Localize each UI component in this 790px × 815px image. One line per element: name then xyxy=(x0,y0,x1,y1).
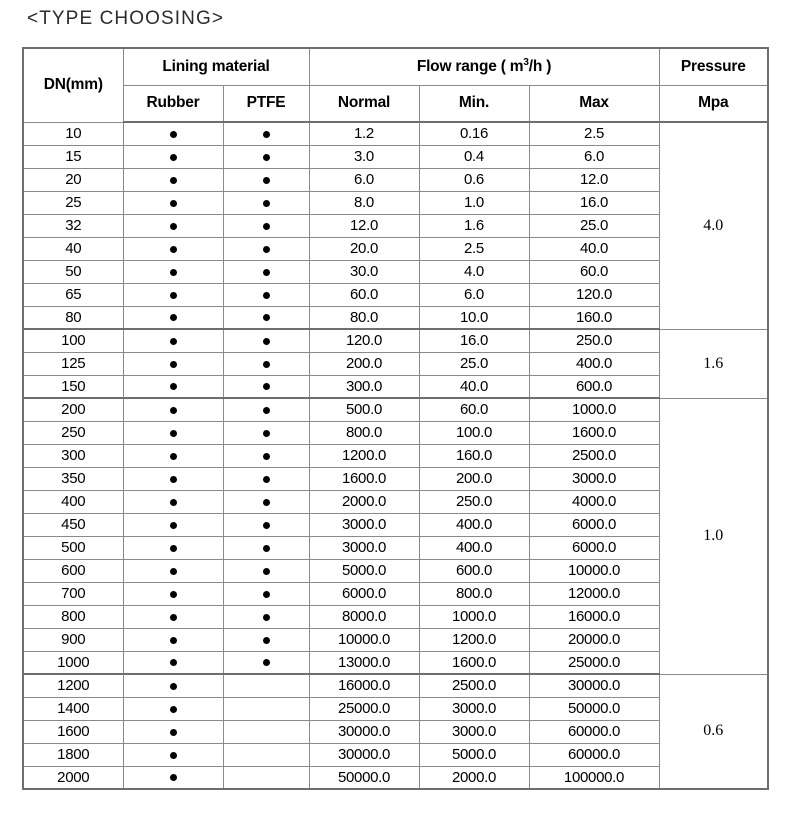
availability-dot-icon xyxy=(263,383,270,390)
cell-flow-max: 50000.0 xyxy=(529,697,659,720)
availability-dot-icon xyxy=(170,338,177,345)
cell-ptfe xyxy=(223,720,309,743)
cell-flow-max: 6000.0 xyxy=(529,513,659,536)
cell-dn: 1800 xyxy=(23,743,123,766)
cell-flow-normal: 50000.0 xyxy=(309,766,419,789)
table-row xyxy=(23,490,768,513)
table-row xyxy=(23,329,768,352)
availability-dot-icon xyxy=(170,637,177,644)
table-row xyxy=(23,168,768,191)
availability-empty xyxy=(263,752,270,759)
cell-pressure: 1.0 xyxy=(659,398,768,674)
cell-ptfe xyxy=(223,237,309,260)
availability-dot-icon xyxy=(263,591,270,598)
availability-dot-icon xyxy=(170,568,177,575)
cell-flow-min: 5000.0 xyxy=(419,743,529,766)
availability-dot-icon xyxy=(263,453,270,460)
flow-range-exponent: 3 xyxy=(523,56,529,68)
cell-flow-min: 40.0 xyxy=(419,375,529,398)
cell-flow-normal: 13000.0 xyxy=(309,651,419,674)
availability-dot-icon xyxy=(170,269,177,276)
cell-flow-normal: 30.0 xyxy=(309,260,419,283)
table-row xyxy=(23,352,768,375)
cell-flow-normal: 16000.0 xyxy=(309,674,419,697)
cell-flow-normal: 3000.0 xyxy=(309,536,419,559)
table-row xyxy=(23,444,768,467)
cell-dn: 150 xyxy=(23,375,123,398)
cell-dn: 100 xyxy=(23,329,123,352)
cell-flow-normal: 80.0 xyxy=(309,306,419,329)
availability-dot-icon xyxy=(170,729,177,736)
cell-flow-max: 10000.0 xyxy=(529,559,659,582)
cell-flow-max: 30000.0 xyxy=(529,674,659,697)
availability-dot-icon xyxy=(170,476,177,483)
spec-table-container xyxy=(22,47,767,790)
cell-flow-normal: 1.2 xyxy=(309,122,419,145)
availability-dot-icon xyxy=(170,591,177,598)
cell-flow-normal: 800.0 xyxy=(309,421,419,444)
column-header-max: Max xyxy=(529,85,659,122)
availability-dot-icon xyxy=(263,246,270,253)
availability-dot-icon xyxy=(263,314,270,321)
cell-flow-normal: 5000.0 xyxy=(309,559,419,582)
cell-flow-normal: 30000.0 xyxy=(309,743,419,766)
column-header-rubber: Rubber xyxy=(123,85,223,122)
cell-rubber xyxy=(123,490,223,513)
cell-flow-min: 160.0 xyxy=(419,444,529,467)
cell-ptfe xyxy=(223,214,309,237)
cell-dn: 15 xyxy=(23,145,123,168)
availability-dot-icon xyxy=(170,453,177,460)
table-row xyxy=(23,306,768,329)
availability-dot-icon xyxy=(170,223,177,230)
table-row xyxy=(23,559,768,582)
cell-dn: 25 xyxy=(23,191,123,214)
availability-dot-icon xyxy=(263,499,270,506)
availability-dot-icon xyxy=(263,476,270,483)
cell-ptfe xyxy=(223,674,309,697)
availability-dot-icon xyxy=(263,131,270,138)
cell-rubber xyxy=(123,145,223,168)
cell-dn: 600 xyxy=(23,559,123,582)
cell-flow-normal: 10000.0 xyxy=(309,628,419,651)
availability-dot-icon xyxy=(170,499,177,506)
flow-range-label-tail: /h ) xyxy=(528,57,552,75)
cell-rubber xyxy=(123,352,223,375)
cell-flow-max: 1600.0 xyxy=(529,421,659,444)
cell-rubber xyxy=(123,329,223,352)
table-row xyxy=(23,421,768,444)
availability-dot-icon xyxy=(263,154,270,161)
cell-dn: 10 xyxy=(23,122,123,145)
table-row xyxy=(23,283,768,306)
cell-rubber xyxy=(123,513,223,536)
cell-rubber xyxy=(123,582,223,605)
cell-rubber xyxy=(123,237,223,260)
cell-flow-max: 160.0 xyxy=(529,306,659,329)
availability-dot-icon xyxy=(170,246,177,253)
availability-dot-icon xyxy=(170,706,177,713)
cell-flow-max: 16.0 xyxy=(529,191,659,214)
cell-dn: 65 xyxy=(23,283,123,306)
cell-flow-normal: 1600.0 xyxy=(309,467,419,490)
cell-ptfe xyxy=(223,306,309,329)
availability-dot-icon xyxy=(170,154,177,161)
availability-dot-icon xyxy=(170,131,177,138)
availability-dot-icon xyxy=(170,683,177,690)
cell-flow-normal: 60.0 xyxy=(309,283,419,306)
availability-dot-icon xyxy=(170,407,177,414)
availability-dot-icon xyxy=(263,338,270,345)
cell-flow-min: 0.16 xyxy=(419,122,529,145)
cell-pressure: 0.6 xyxy=(659,674,768,789)
cell-ptfe xyxy=(223,605,309,628)
cell-flow-max: 600.0 xyxy=(529,375,659,398)
cell-flow-normal: 500.0 xyxy=(309,398,419,421)
availability-dot-icon xyxy=(263,361,270,368)
cell-dn: 500 xyxy=(23,536,123,559)
cell-flow-max: 25.0 xyxy=(529,214,659,237)
cell-dn: 2000 xyxy=(23,766,123,789)
availability-empty xyxy=(263,706,270,713)
cell-ptfe xyxy=(223,283,309,306)
table-row xyxy=(23,191,768,214)
availability-dot-icon xyxy=(263,568,270,575)
cell-rubber xyxy=(123,283,223,306)
cell-rubber xyxy=(123,697,223,720)
cell-flow-normal: 8000.0 xyxy=(309,605,419,628)
cell-dn: 40 xyxy=(23,237,123,260)
cell-ptfe xyxy=(223,628,309,651)
cell-flow-min: 1200.0 xyxy=(419,628,529,651)
cell-rubber xyxy=(123,743,223,766)
table-row xyxy=(23,674,768,697)
cell-flow-min: 200.0 xyxy=(419,467,529,490)
cell-flow-min: 2000.0 xyxy=(419,766,529,789)
availability-empty xyxy=(263,775,270,782)
availability-dot-icon xyxy=(263,637,270,644)
cell-dn: 250 xyxy=(23,421,123,444)
cell-ptfe xyxy=(223,651,309,674)
cell-flow-min: 25.0 xyxy=(419,352,529,375)
header-row-top xyxy=(23,48,768,85)
cell-ptfe xyxy=(223,375,309,398)
cell-flow-max: 4000.0 xyxy=(529,490,659,513)
table-row xyxy=(23,743,768,766)
table-row xyxy=(23,145,768,168)
cell-rubber xyxy=(123,122,223,145)
availability-dot-icon xyxy=(263,522,270,529)
cell-flow-normal: 3000.0 xyxy=(309,513,419,536)
cell-ptfe xyxy=(223,145,309,168)
cell-dn: 700 xyxy=(23,582,123,605)
cell-flow-max: 120.0 xyxy=(529,283,659,306)
cell-flow-min: 1.6 xyxy=(419,214,529,237)
cell-rubber xyxy=(123,720,223,743)
cell-flow-min: 1.0 xyxy=(419,191,529,214)
column-header-flow-range xyxy=(309,48,659,85)
table-row xyxy=(23,237,768,260)
cell-flow-normal: 20.0 xyxy=(309,237,419,260)
cell-dn: 32 xyxy=(23,214,123,237)
table-row xyxy=(23,582,768,605)
column-header-min: Min. xyxy=(419,85,529,122)
page-title: <TYPE CHOOSING> xyxy=(27,8,225,29)
cell-ptfe xyxy=(223,766,309,789)
cell-flow-normal: 6.0 xyxy=(309,168,419,191)
cell-dn: 1600 xyxy=(23,720,123,743)
cell-flow-min: 3000.0 xyxy=(419,697,529,720)
availability-empty xyxy=(263,729,270,736)
column-header-lining-material: Lining material xyxy=(123,48,309,85)
availability-dot-icon xyxy=(170,614,177,621)
cell-flow-normal: 1200.0 xyxy=(309,444,419,467)
table-body xyxy=(23,122,768,789)
cell-dn: 125 xyxy=(23,352,123,375)
cell-flow-min: 100.0 xyxy=(419,421,529,444)
cell-ptfe xyxy=(223,444,309,467)
availability-dot-icon xyxy=(263,292,270,299)
table-row xyxy=(23,122,768,145)
availability-dot-icon xyxy=(263,269,270,276)
cell-flow-normal: 25000.0 xyxy=(309,697,419,720)
cell-rubber xyxy=(123,651,223,674)
cell-flow-normal: 8.0 xyxy=(309,191,419,214)
cell-flow-max: 250.0 xyxy=(529,329,659,352)
cell-dn: 800 xyxy=(23,605,123,628)
cell-flow-max: 12.0 xyxy=(529,168,659,191)
cell-flow-min: 10.0 xyxy=(419,306,529,329)
availability-dot-icon xyxy=(170,430,177,437)
cell-flow-min: 2.5 xyxy=(419,237,529,260)
cell-ptfe xyxy=(223,559,309,582)
availability-dot-icon xyxy=(263,177,270,184)
availability-dot-icon xyxy=(170,292,177,299)
cell-dn: 450 xyxy=(23,513,123,536)
availability-dot-icon xyxy=(170,774,177,781)
cell-flow-normal: 12.0 xyxy=(309,214,419,237)
cell-rubber xyxy=(123,398,223,421)
cell-rubber xyxy=(123,375,223,398)
cell-rubber xyxy=(123,306,223,329)
cell-ptfe xyxy=(223,421,309,444)
availability-dot-icon xyxy=(263,407,270,414)
cell-dn: 50 xyxy=(23,260,123,283)
cell-flow-min: 400.0 xyxy=(419,536,529,559)
cell-rubber xyxy=(123,628,223,651)
column-header-ptfe: PTFE xyxy=(223,85,309,122)
cell-flow-min: 3000.0 xyxy=(419,720,529,743)
cell-flow-normal: 2000.0 xyxy=(309,490,419,513)
cell-ptfe xyxy=(223,168,309,191)
cell-flow-max: 20000.0 xyxy=(529,628,659,651)
cell-ptfe xyxy=(223,513,309,536)
cell-rubber xyxy=(123,214,223,237)
availability-dot-icon xyxy=(170,200,177,207)
cell-flow-max: 2500.0 xyxy=(529,444,659,467)
cell-dn: 1200 xyxy=(23,674,123,697)
table-row xyxy=(23,467,768,490)
cell-flow-normal: 30000.0 xyxy=(309,720,419,743)
table-row xyxy=(23,536,768,559)
table-row xyxy=(23,651,768,674)
availability-dot-icon xyxy=(263,659,270,666)
cell-flow-min: 60.0 xyxy=(419,398,529,421)
cell-dn: 20 xyxy=(23,168,123,191)
cell-flow-min: 400.0 xyxy=(419,513,529,536)
availability-dot-icon xyxy=(170,177,177,184)
cell-flow-max: 60.0 xyxy=(529,260,659,283)
cell-flow-normal: 300.0 xyxy=(309,375,419,398)
cell-rubber xyxy=(123,674,223,697)
cell-flow-max: 25000.0 xyxy=(529,651,659,674)
cell-rubber xyxy=(123,766,223,789)
cell-rubber xyxy=(123,421,223,444)
column-header-normal: Normal xyxy=(309,85,419,122)
cell-flow-max: 100000.0 xyxy=(529,766,659,789)
cell-ptfe xyxy=(223,260,309,283)
table-row xyxy=(23,375,768,398)
table-row xyxy=(23,766,768,789)
cell-ptfe xyxy=(223,582,309,605)
cell-ptfe xyxy=(223,191,309,214)
cell-rubber xyxy=(123,444,223,467)
cell-flow-max: 1000.0 xyxy=(529,398,659,421)
table-row xyxy=(23,697,768,720)
cell-flow-min: 600.0 xyxy=(419,559,529,582)
cell-flow-min: 16.0 xyxy=(419,329,529,352)
cell-rubber xyxy=(123,559,223,582)
cell-flow-max: 60000.0 xyxy=(529,743,659,766)
availability-dot-icon xyxy=(170,314,177,321)
cell-flow-max: 6000.0 xyxy=(529,536,659,559)
availability-dot-icon xyxy=(263,200,270,207)
column-header-mpa: Mpa xyxy=(659,85,768,122)
cell-flow-min: 0.4 xyxy=(419,145,529,168)
cell-ptfe xyxy=(223,697,309,720)
cell-flow-normal: 200.0 xyxy=(309,352,419,375)
cell-flow-min: 1600.0 xyxy=(419,651,529,674)
cell-rubber xyxy=(123,536,223,559)
cell-flow-min: 1000.0 xyxy=(419,605,529,628)
availability-dot-icon xyxy=(170,659,177,666)
cell-flow-normal: 3.0 xyxy=(309,145,419,168)
cell-flow-min: 250.0 xyxy=(419,490,529,513)
cell-ptfe xyxy=(223,467,309,490)
column-header-dn: DN(mm) xyxy=(23,48,123,122)
availability-dot-icon xyxy=(170,752,177,759)
cell-flow-max: 12000.0 xyxy=(529,582,659,605)
table-row xyxy=(23,628,768,651)
cell-dn: 400 xyxy=(23,490,123,513)
cell-dn: 300 xyxy=(23,444,123,467)
cell-flow-min: 800.0 xyxy=(419,582,529,605)
cell-rubber xyxy=(123,168,223,191)
availability-dot-icon xyxy=(263,223,270,230)
table-header xyxy=(23,48,768,122)
availability-dot-icon xyxy=(263,614,270,621)
cell-ptfe xyxy=(223,536,309,559)
cell-flow-min: 2500.0 xyxy=(419,674,529,697)
cell-dn: 350 xyxy=(23,467,123,490)
cell-flow-max: 40.0 xyxy=(529,237,659,260)
cell-dn: 1000 xyxy=(23,651,123,674)
availability-dot-icon xyxy=(170,545,177,552)
cell-ptfe xyxy=(223,490,309,513)
availability-empty xyxy=(263,683,270,690)
cell-dn: 900 xyxy=(23,628,123,651)
table-row xyxy=(23,214,768,237)
availability-dot-icon xyxy=(170,361,177,368)
cell-ptfe xyxy=(223,352,309,375)
spec-table xyxy=(22,47,769,790)
cell-ptfe xyxy=(223,122,309,145)
cell-flow-normal: 120.0 xyxy=(309,329,419,352)
table-row xyxy=(23,260,768,283)
cell-ptfe xyxy=(223,398,309,421)
cell-dn: 80 xyxy=(23,306,123,329)
cell-dn: 1400 xyxy=(23,697,123,720)
cell-rubber xyxy=(123,260,223,283)
cell-rubber xyxy=(123,467,223,490)
cell-flow-max: 16000.0 xyxy=(529,605,659,628)
cell-pressure: 1.6 xyxy=(659,329,768,398)
cell-dn: 200 xyxy=(23,398,123,421)
availability-dot-icon xyxy=(170,522,177,529)
cell-ptfe xyxy=(223,743,309,766)
table-row xyxy=(23,398,768,421)
cell-flow-normal: 6000.0 xyxy=(309,582,419,605)
table-row xyxy=(23,720,768,743)
availability-dot-icon xyxy=(263,545,270,552)
cell-flow-min: 4.0 xyxy=(419,260,529,283)
cell-flow-max: 6.0 xyxy=(529,145,659,168)
column-header-pressure: Pressure xyxy=(659,48,768,85)
cell-flow-max: 3000.0 xyxy=(529,467,659,490)
cell-flow-max: 60000.0 xyxy=(529,720,659,743)
cell-pressure: 4.0 xyxy=(659,122,768,329)
table-row xyxy=(23,605,768,628)
flow-range-label: Flow range ( m xyxy=(416,57,524,75)
availability-dot-icon xyxy=(263,430,270,437)
availability-dot-icon xyxy=(170,383,177,390)
cell-flow-min: 6.0 xyxy=(419,283,529,306)
cell-rubber xyxy=(123,605,223,628)
cell-flow-max: 400.0 xyxy=(529,352,659,375)
cell-ptfe xyxy=(223,329,309,352)
cell-flow-min: 0.6 xyxy=(419,168,529,191)
header-row-sub xyxy=(23,85,768,122)
table-row xyxy=(23,513,768,536)
cell-rubber xyxy=(123,191,223,214)
cell-flow-max: 2.5 xyxy=(529,122,659,145)
